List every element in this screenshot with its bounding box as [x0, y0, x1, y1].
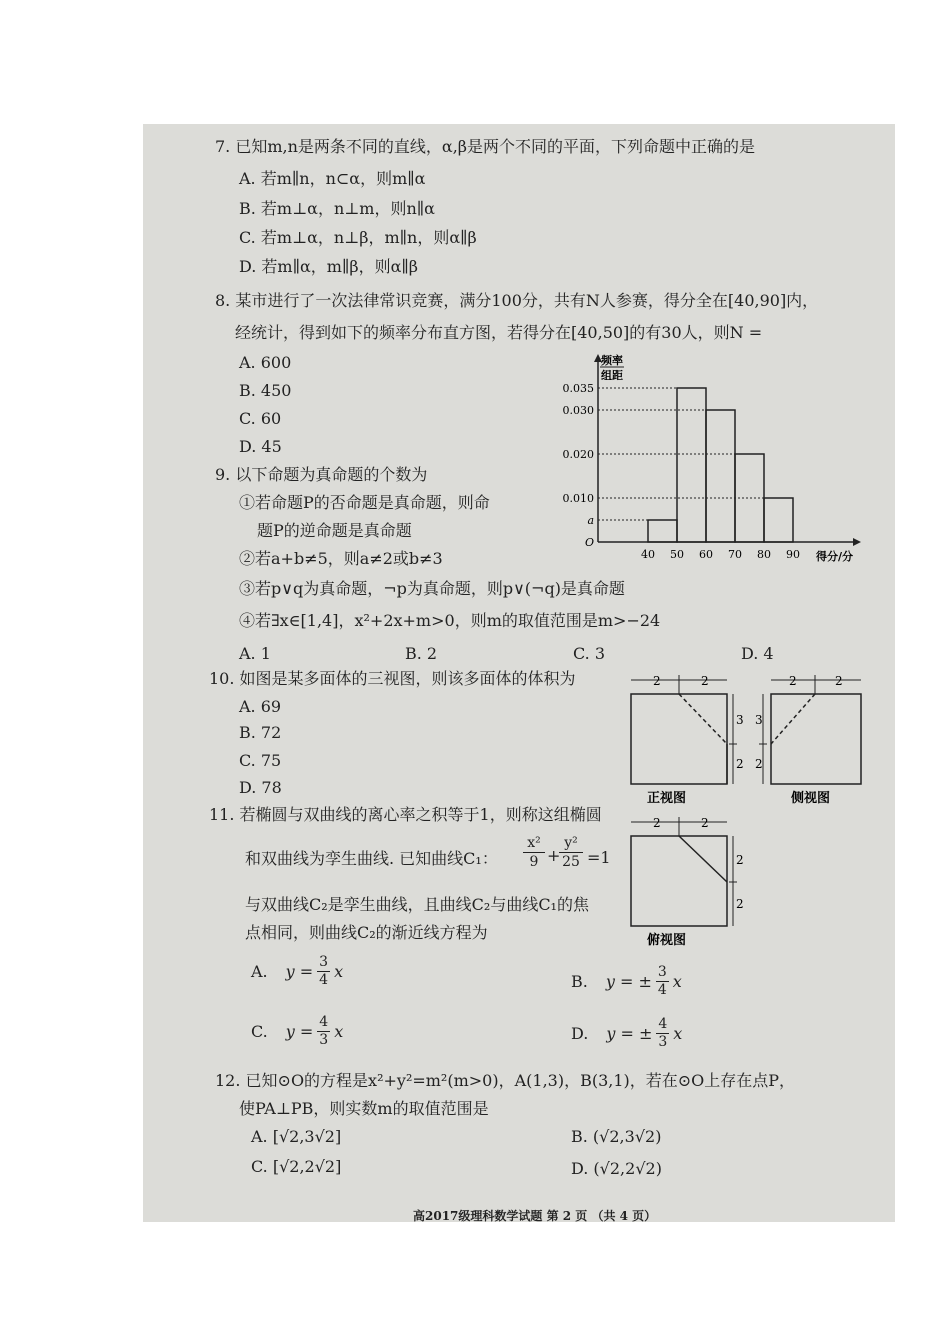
side-dim-top-right: 2 [835, 674, 843, 688]
q11-option-label: B. [571, 972, 588, 991]
q12-option-b: B. (√2,3√2) [571, 1127, 662, 1146]
page-footer: 高2017级理科数学试题 第 2 页 （共 4 页） [413, 1209, 657, 1222]
q11-frac-x: x² 9 [523, 834, 545, 871]
exam-page [143, 124, 895, 1222]
q10-stem: 10. 如图是某多面体的三视图，则该多面体的体积为 [209, 669, 576, 688]
q11-frac-y: y² 25 [559, 834, 583, 871]
q11-option-lhs: y = [285, 1022, 314, 1041]
frequency-histogram [558, 352, 868, 572]
q9-item-4: ④若∃x∈[1,4]，x²+2x+m>0，则m的取值范围是m>−24 [239, 611, 661, 630]
y-tick-label: O [584, 536, 594, 549]
q12-stem-1: 12. 已知⊙O的方程是x²+y²=m²(m>0)，A(1,3)，B(3,1)，若在⊙O上存在点P， [215, 1071, 796, 1090]
q9-stem: 9. 以下命题为真命题的个数为 [215, 465, 428, 484]
q9-option-a: A. 1 [239, 644, 271, 663]
x-tick-label: 90 [786, 548, 800, 561]
q9-option-b: B. 2 [405, 644, 438, 663]
q11-option-var: x [672, 972, 682, 991]
q9-item-2: ②若a+b≠5，则a≠2或b≠3 [239, 549, 443, 568]
y-tick-label: 0.030 [562, 404, 594, 417]
top-dim-right-lower: 2 [736, 897, 744, 911]
y-axis-label-numerator: 频率 [601, 354, 623, 367]
q11-option-label: C. [251, 1022, 268, 1041]
q10-option-a: A. 69 [239, 697, 282, 716]
x-tick-label: 60 [699, 548, 713, 561]
q9-option-d: D. 4 [741, 644, 774, 663]
histogram-bar [764, 498, 793, 542]
q8-stem-1: 8. 某市进行了一次法律常识竞赛，满分100分，共有N人参赛，得分全在[40,90]内， [215, 291, 819, 310]
q10-option-c: C. 75 [239, 751, 282, 770]
q11-option-fraction: $\frac{3}{4}$ [319, 954, 329, 988]
front-dim-right-3: 3 [736, 713, 744, 727]
x-tick-label: 70 [728, 548, 742, 561]
q8-option-c: C. 60 [239, 409, 282, 428]
q8-option-b: B. 450 [239, 381, 292, 400]
histogram-bar [677, 388, 706, 542]
y-tick-label: 0.020 [562, 448, 594, 461]
side-view-diagram [755, 672, 875, 807]
q11-option-label: D. [571, 1024, 589, 1043]
top-view-diagram [623, 814, 753, 949]
side-dim-left-3: 3 [755, 713, 763, 727]
q11-option-var: x [673, 1024, 683, 1043]
y-tick-label: a [587, 514, 594, 527]
x-tick-label: 80 [757, 548, 771, 561]
q9-item-1a: ①若命题P的否命题是真命题，则命 [239, 493, 490, 512]
q8-option-a: A. 600 [239, 353, 292, 372]
top-dim-right-upper: 2 [736, 853, 744, 867]
front-view-label: 正视图 [647, 791, 687, 806]
q11-option-label: A. [251, 962, 268, 981]
top-dim-top-right: 2 [701, 816, 709, 830]
front-dim-right-2: 2 [736, 757, 744, 771]
q11-option-lhs: y = ± [605, 972, 652, 991]
side-dim-top-left: 2 [789, 674, 797, 688]
q11-option-var: x [334, 1022, 344, 1041]
q7-option-c: C. 若m⊥α，n⊥β，m∥n，则α∥β [239, 228, 477, 247]
q7-option-d: D. 若m∥α，m∥β，则α∥β [239, 257, 419, 276]
q10-option-d: D. 78 [239, 778, 282, 797]
y-tick-label: 0.010 [562, 492, 594, 505]
q11-option-c [251, 1014, 343, 1049]
q11-stem-1: 11. 若椭圆与双曲线的离心率之积等于1，则称这组椭圆 [209, 805, 602, 824]
q11-stem-4: 点相同，则曲线C₂的渐近线方程为 [245, 923, 488, 942]
q9-item-1b: 题P的逆命题是真命题 [257, 521, 412, 540]
q10-option-b: B. 72 [239, 723, 282, 742]
q7-stem: 7. 已知m,n是两条不同的直线，α,β是两个不同的平面，下列命题中正确的是 [215, 137, 756, 156]
front-dim-top-right: 2 [701, 674, 709, 688]
q11-plus: + [547, 846, 561, 865]
q11-stem-2: 和双曲线为孪生曲线. 已知曲线C₁： [245, 849, 498, 868]
q11-option-d [571, 1016, 682, 1051]
q7-option-b: B. 若m⊥α，n⊥m，则n∥α [239, 199, 435, 218]
front-view-diagram [623, 672, 753, 807]
q11-option-lhs: y = ± [606, 1024, 653, 1043]
q11-option-var: x [334, 962, 344, 981]
q11-option-b [571, 964, 682, 999]
x-tick-label: 50 [670, 548, 684, 561]
q12-option-a: A. [√2,3√2] [251, 1127, 342, 1146]
y-axis-label-denominator: 组距 [601, 369, 623, 382]
q9-option-c: C. 3 [573, 644, 606, 663]
y-tick-label: 0.035 [562, 382, 594, 395]
x-axis-label: 得分/分 [816, 550, 854, 563]
q11-option-fraction: $\frac{3}{4}$ [657, 964, 667, 998]
q11-stem-3: 与双曲线C₂是孪生曲线，且曲线C₂与曲线C₁的焦 [245, 895, 589, 914]
q11-option-lhs: y = [285, 962, 314, 981]
x-axis-arrow [853, 538, 861, 546]
q11-option-fraction: $\frac{4}{3}$ [319, 1014, 329, 1048]
top-dim-top-left: 2 [653, 816, 661, 830]
q11-option-a [251, 954, 343, 989]
q11-eq-one: =1 [587, 848, 611, 867]
histogram-bar [648, 520, 677, 542]
histogram-bar [706, 410, 735, 542]
top-view-label: 俯视图 [647, 933, 687, 948]
x-tick-label: 40 [641, 548, 655, 561]
q12-option-c: C. [√2,2√2] [251, 1157, 342, 1176]
q8-stem-2: 经统计，得到如下的频率分布直方图，若得分在[40,50]的有30人，则N = [235, 323, 763, 342]
front-dim-top-left: 2 [653, 674, 661, 688]
side-view-label: 侧视图 [791, 791, 831, 806]
q12-option-d: D. (√2,2√2) [571, 1159, 662, 1178]
q12-stem-2: 使PA⊥PB，则实数m的取值范围是 [239, 1099, 489, 1118]
q8-option-d: D. 45 [239, 437, 282, 456]
side-dim-left-2: 2 [755, 757, 763, 771]
q7-option-a: A. 若m∥n，n⊂α，则m∥α [239, 169, 426, 188]
q9-item-3: ③若p∨q为真命题，¬p为真命题，则p∨(¬q)是真命题 [239, 579, 625, 598]
q11-option-fraction: $\frac{4}{3}$ [658, 1016, 668, 1050]
